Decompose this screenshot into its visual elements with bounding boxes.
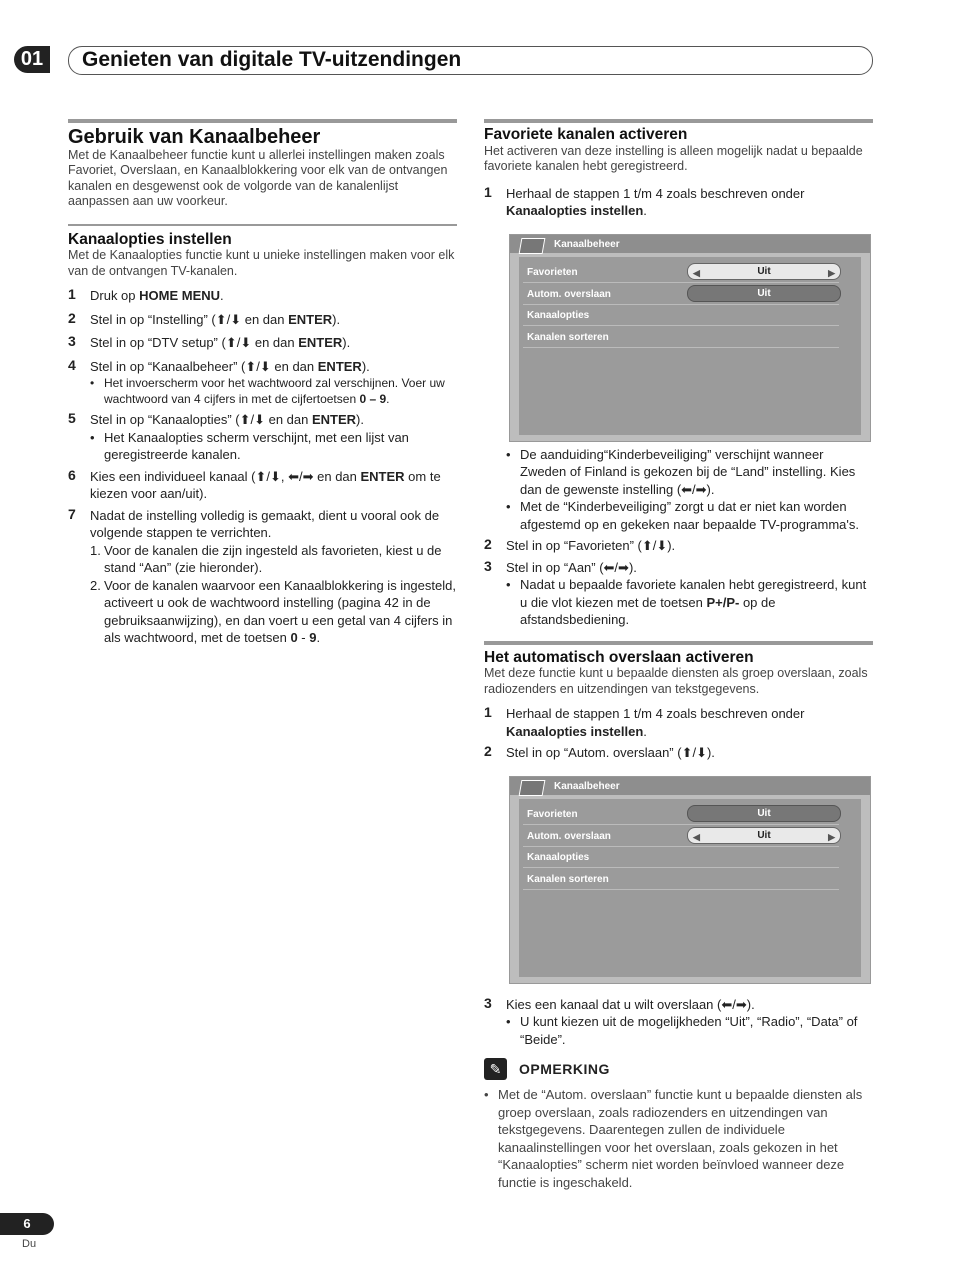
fav-step-2 — [484, 537, 873, 555]
menu-row-label: Kanaalopties — [527, 309, 590, 321]
key-label: ENTER — [317, 358, 362, 374]
subsection-rule — [68, 224, 457, 226]
step-number: 3 — [68, 333, 76, 349]
menu-title: Kanaalbeheer — [554, 780, 620, 792]
sub-text: Voor de kanalen die zijn ingesteld als favorieten, kiest u de stand “Aan” (zie hieronder). — [104, 542, 442, 575]
note-text-end: op de afstandsbediening. — [520, 594, 776, 627]
menu-icon — [519, 238, 546, 254]
key-range: 0 – 9 — [359, 392, 387, 406]
step-7 — [68, 507, 457, 647]
step-text: Kies een individueel kanaal (⬆/⬇, ⬅/➡ en dan — [90, 468, 361, 484]
step-number: 7 — [68, 505, 76, 522]
skip-step-2 — [484, 744, 873, 762]
fav-bullet-2: • Met de “Kinderbeveiliging” zorgt u dat er niet kan worden afgestemd op en gekeken naar bepaalde TV-programma's. — [506, 498, 873, 533]
skip-step-3 — [484, 996, 873, 1049]
key-0: 0 — [290, 630, 298, 645]
menu-row-autom-overslaan[interactable] — [523, 825, 839, 847]
step-4-note — [90, 375, 457, 407]
step-text: Herhaal de stappen 1 t/m 4 zoals beschreven onder — [506, 185, 805, 201]
chapter-number: 01 — [14, 46, 50, 73]
menu-row-label: Kanaalopties — [527, 851, 590, 863]
note-text-end: . — [386, 392, 390, 406]
fav-rule — [484, 119, 873, 123]
key-9: 9 — [309, 630, 317, 645]
step-link-text: Kanaalopties instellen — [506, 723, 644, 739]
key-label: ENTER — [311, 412, 357, 427]
steps-list — [68, 287, 457, 647]
fav-intro: Het activeren van deze instelling is alleen mogelijk nadat u bepaalde favoriete kanalen hebt geregistreerd. — [484, 143, 863, 173]
step-7-sub-2 — [90, 577, 457, 647]
step-text: Stel in op “Kanaalbeheer” (⬆/⬇ en dan — [90, 358, 318, 374]
section-rule — [68, 119, 457, 123]
fav-step-3 — [484, 559, 873, 629]
step-text-end: ). — [332, 311, 341, 327]
key-label: ENTER — [360, 468, 405, 484]
step-3 — [68, 334, 457, 352]
step-text: Stel in op “Autom. overslaan” (⬆/⬇). — [506, 745, 715, 760]
fav-bullets — [484, 446, 873, 534]
step-number: 5 — [68, 410, 76, 426]
menu-titlebar — [510, 777, 870, 795]
step-text-end: . — [220, 288, 224, 303]
step-text: Stel in op “DTV setup” (⬆/⬇ en dan — [90, 335, 299, 350]
step-link-text: Kanaalopties instellen — [506, 203, 644, 218]
fav-title: Favoriete kanalen activeren — [484, 126, 688, 143]
menu-row-label: Favorieten — [527, 808, 578, 820]
arrow-right-icon[interactable]: ▶ — [828, 831, 835, 842]
key-label: ENTER — [298, 335, 343, 350]
subsection-intro: Met de Kanaalopties functie kunt u unieke instellingen maken voor elk van de ontvangen TV-kanalen. — [68, 248, 455, 278]
menu-row-label: Autom. overslaan — [527, 830, 611, 842]
menu-row-label: Autom. overslaan — [527, 288, 611, 300]
fav-step-1 — [484, 185, 873, 220]
note-text: Het invoerscherm voor het wachtwoord zal verschijnen. Voer uw wachtwoord van 4 cijfers in met de cijfertoetsen — [104, 376, 445, 406]
skip-step-3-note: • U kunt kiezen uit de mogelijkheden “Uit”, “Radio”, “Data” of “Beide”. — [506, 1013, 873, 1048]
step-5 — [68, 411, 457, 464]
step-text-end: . — [643, 723, 647, 739]
subsection-title: Kanaalopties instellen — [68, 230, 232, 248]
menu-panel — [519, 257, 861, 435]
chapter-title: Genieten van digitale TV-uitzendingen — [82, 48, 462, 71]
arrow-left-icon[interactable]: ◀ — [693, 267, 700, 278]
step-text-end: ). — [361, 358, 370, 374]
step-number: 1 — [484, 704, 492, 720]
step-1 — [68, 287, 457, 305]
skip-rule — [484, 641, 873, 645]
step-text: Herhaal de stappen 1 t/m 4 zoals beschreven onder — [506, 706, 805, 721]
note-text: • Met de “Autom. overslaan” functie kunt u bepaalde diensten als groep overslaan, zoals radiozenders en uitzendingen van tekstgegevens. Daarentegen zullen de individuele kanaalinstellingen voor het overslaan, zoals gekozen in het “Kanaalopties” scherm niet worden beïnvloed wanneer deze functie is ingeschakeld. — [484, 1086, 873, 1191]
step-number: 1 — [68, 286, 76, 302]
sub-number: 1. — [90, 542, 101, 558]
step-text-end: ). — [342, 335, 351, 350]
step-text: Druk op — [90, 288, 140, 303]
menu-row-label: Kanalen sorteren — [527, 873, 609, 885]
step-text: Kies een kanaal dat u wilt overslaan (⬅/➡). — [506, 996, 755, 1012]
step-text-end: ). — [356, 412, 364, 427]
key-label: HOME MENU — [139, 288, 221, 303]
step-number: 6 — [68, 466, 76, 483]
step-4 — [68, 358, 457, 408]
step-text-end: om te kiezen voor aan/uit). — [90, 468, 441, 501]
page-number: 6 — [0, 1213, 54, 1235]
step-text: Stel in op “Instelling” (⬆/⬇ en dan — [90, 311, 289, 327]
menu-row-autom-overslaan[interactable] — [523, 283, 839, 305]
note-header — [484, 1058, 873, 1080]
menu-row-label: Kanalen sorteren — [527, 331, 609, 343]
step-text: Nadat de instelling volledig is gemaakt, dient u vooral ook de volgende stappen te verrichten. — [90, 507, 440, 540]
menu-row-kanaalopties[interactable] — [523, 304, 839, 326]
step-5-note: • Het Kanaalopties scherm verschijnt, met een lijst van geregistreerde kanalen. — [90, 429, 457, 464]
arrow-right-icon[interactable]: ▶ — [828, 267, 835, 278]
menu-row-kanalen-sorteren[interactable] — [523, 868, 839, 890]
section-title: Gebruik van Kanaalbeheer — [68, 126, 321, 148]
step-number: 2 — [68, 309, 76, 326]
right-column — [484, 119, 873, 1191]
menu-screen-skip — [509, 776, 871, 984]
skip-title: Het automatisch overslaan activeren — [484, 648, 754, 666]
menu-screen-favorites — [509, 234, 871, 442]
arrow-left-icon[interactable]: ◀ — [693, 831, 700, 842]
note-title: OPMERKING — [519, 1060, 610, 1077]
left-column — [68, 119, 457, 647]
menu-value: Uit — [757, 829, 771, 841]
key-label: P+/P- — [706, 594, 740, 610]
step-number: 1 — [484, 183, 492, 200]
step-number: 3 — [484, 557, 492, 574]
dash: - — [297, 630, 310, 645]
step-number: 3 — [484, 994, 492, 1011]
menu-row-label: Favorieten — [527, 266, 578, 278]
sub-text-end: . — [316, 630, 321, 645]
menu-value-selector[interactable] — [687, 827, 841, 844]
fav-step-3-note — [506, 576, 873, 629]
menu-row-favorieten[interactable] — [523, 803, 839, 825]
menu-value-selector[interactable] — [687, 263, 841, 280]
step-7-sub-1 — [90, 542, 457, 577]
sub-number: 2. — [90, 577, 101, 593]
menu-panel — [519, 799, 861, 977]
menu-row-kanalen-sorteren[interactable] — [523, 326, 839, 348]
language-code: Du — [22, 1238, 37, 1250]
sub-text: Voor de kanalen waarvoor een Kanaalblokkering is ingesteld, activeert u ook de wachtwoord instelling (pagina 42 in de gebruiksaanwijzing), en dan voert u een getal van 4 cijfers in als wachtwoord, met de toetsen — [104, 577, 456, 645]
menu-titlebar — [510, 235, 870, 253]
step-text: Stel in op “Aan” (⬅/➡). — [506, 559, 637, 575]
step-2 — [68, 311, 457, 329]
step-number: 2 — [484, 536, 492, 552]
step-text: Stel in op “Favorieten” (⬆/⬇). — [506, 538, 676, 553]
menu-value: Uit — [687, 285, 841, 302]
menu-title: Kanaalbeheer — [554, 238, 620, 250]
skip-step-1 — [484, 705, 873, 740]
section-intro: Met de Kanaalbeheer functie kunt u allerlei instellingen maken zoals Favoriet, Overslaan, en Kanaalblokkering voor elk van de ontvangen kanalen en desgewenst ook de volgorde van de kanalenlijst aanpassen aan uw voorkeur. — [68, 147, 448, 208]
note-text: Nadat u bepaalde favoriete kanalen hebt geregistreerd, kunt u die vlot kiezen met de toetsen — [520, 577, 867, 610]
menu-icon — [519, 780, 546, 796]
step-number: 2 — [484, 743, 492, 759]
step-text: Stel in op “Kanaalopties” (⬆/⬇ en dan — [90, 412, 312, 427]
menu-value: Uit — [757, 265, 771, 277]
skip-intro: Met deze functie kunt u bepaalde diensten als groep overslaan, zoals radiozenders en uitzendingen van tekstgegevens. — [484, 666, 868, 696]
menu-row-kanaalopties[interactable] — [523, 846, 839, 868]
pencil-icon: ✎ — [484, 1058, 507, 1080]
menu-row-favorieten[interactable] — [523, 261, 839, 283]
key-label: ENTER — [288, 311, 333, 327]
step-text-end: . — [643, 203, 647, 218]
step-number: 4 — [68, 356, 76, 373]
menu-value: Uit — [687, 805, 841, 822]
step-6 — [68, 468, 457, 503]
fav-bullet-1: • De aanduiding“Kinderbeveiliging” verschijnt wanneer Zweden of Finland is gekozen bij de “Land” instelling. Kies dan de gewenste instelling (⬅/➡). — [506, 446, 873, 499]
